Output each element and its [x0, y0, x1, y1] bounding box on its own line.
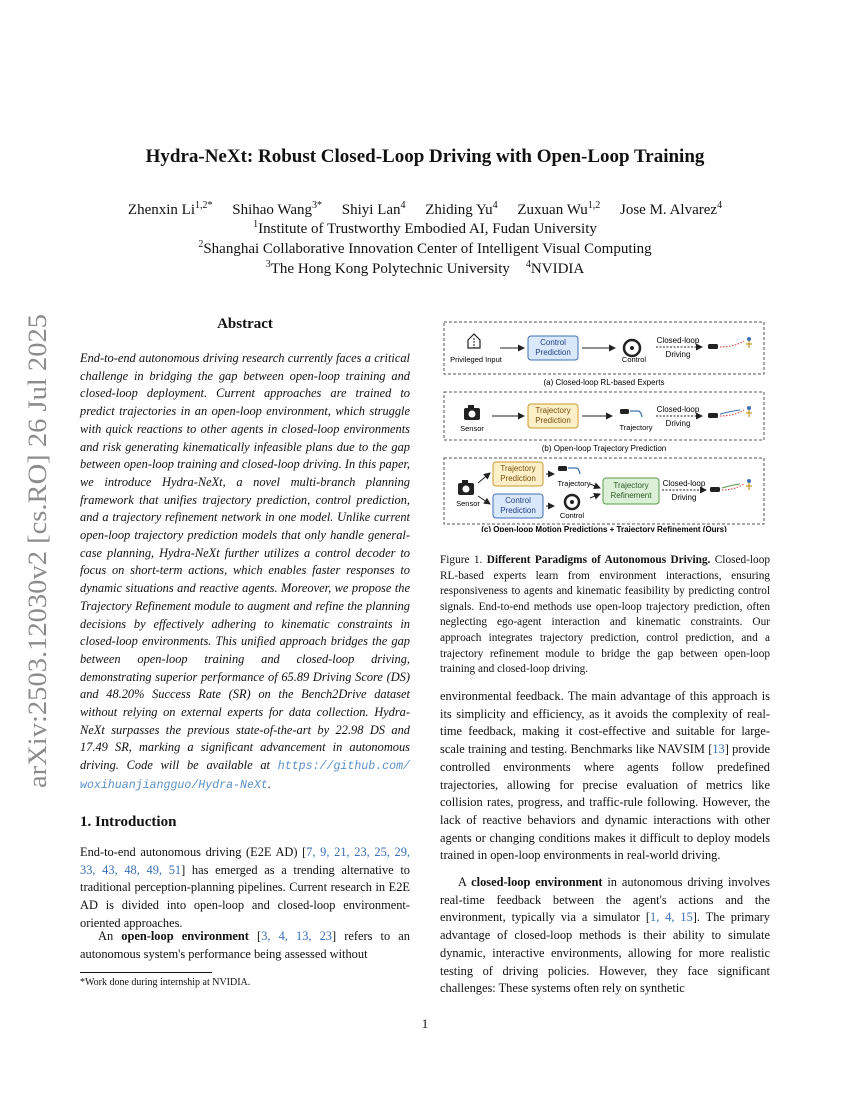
- body-paragraph: [440, 688, 770, 865]
- paper-title: Hydra-NeXt: Robust Closed-Loop Driving with Open-Loop Training: [145, 146, 705, 167]
- affiliation: [0, 219, 850, 239]
- box-label: Prediction: [535, 416, 571, 425]
- abstract-heading: Abstract: [217, 316, 273, 332]
- affiliation: [0, 259, 850, 279]
- car-icon: [708, 344, 718, 349]
- author-name: Jose M. Alvarez: [620, 202, 718, 218]
- citation-link[interactable]: 1, 4, 15: [650, 910, 693, 925]
- closed-loop-label: Closed-loop: [656, 405, 700, 414]
- figure-1: [440, 318, 770, 532]
- author: [517, 202, 600, 218]
- input-label: Privileged Input: [450, 355, 502, 364]
- citation-link[interactable]: 7, 9, 21, 23, 25, 29, 33, 43, 48, 49, 51: [80, 845, 410, 877]
- author-sup: 4: [717, 200, 723, 211]
- caption-prefix: Figure 1.: [440, 554, 487, 566]
- bold-term: closed-loop environment: [471, 875, 603, 889]
- abstract-end: .: [267, 776, 271, 791]
- car-icon: [708, 413, 718, 418]
- affiliation-sup: 4: [525, 259, 531, 270]
- affiliation-text: Shanghai Collaborative Innovation Center of Intelligent Visual Computing: [203, 241, 652, 257]
- trajectory-line: [630, 411, 642, 417]
- trajectory-label: Trajectory: [619, 423, 653, 432]
- panel-c: [444, 458, 764, 532]
- closed-loop-label: Closed-loop: [656, 336, 700, 345]
- author-sup: 1,2*: [195, 200, 213, 211]
- author: [620, 202, 722, 218]
- author-sup: 4: [492, 200, 498, 211]
- author-name: Shihao Wang: [232, 202, 313, 218]
- text: End-to-end autonomous driving (E2E AD) [: [80, 845, 307, 859]
- box-label: Control: [505, 496, 531, 505]
- panel-label: (b) Open-loop Trajectory Prediction: [541, 444, 667, 453]
- citation-link[interactable]: 13: [712, 742, 725, 757]
- author-sup: 4: [400, 200, 406, 211]
- caption-title: Different Paradigms of Autonomous Driving.: [486, 554, 711, 566]
- steering-wheel-icon: [565, 495, 579, 509]
- code-link[interactable]: https://github.com/ woxihuanjiangguo/Hydra-NeXt: [80, 760, 410, 792]
- box-label: Trajectory: [613, 481, 649, 490]
- author: [128, 202, 213, 218]
- pedestrian-icon: [746, 337, 752, 348]
- panel-a: [444, 322, 764, 387]
- footnote: *Work done during internship at NVIDIA.: [80, 977, 251, 988]
- steering-wheel-icon: [624, 340, 640, 356]
- panel-label: (a) Closed-loop RL-based Experts: [543, 378, 665, 387]
- trajectory-label: Trajectory: [557, 479, 591, 488]
- caption-text: Closed-loop RL-based experts learn from environment interactions, ensuring responsiveness to agents and kinematic feasibility by predicting control signals. End-to-end methods use open-loop trajectory prediction, often neglecting ego-agent interaction and kinematic constraints. Our approach integrates trajectory prediction, control prediction, and a trajectory refinement module to bridge the gap between open-loop training and closed-loop driving.: [440, 554, 770, 676]
- box-label: Trajectory: [535, 406, 571, 415]
- author: [342, 202, 406, 218]
- driving-label: Driving: [665, 419, 691, 428]
- box-label: Control: [540, 338, 566, 347]
- driving-label: Driving: [665, 350, 691, 359]
- affiliation-text: Institute of Trustworthy Embodied AI, Fudan University: [258, 221, 597, 237]
- closed-loop-label: Closed-loop: [662, 479, 706, 488]
- text: [: [248, 929, 262, 943]
- panel-label: (c) Open-loop Motion Predictions + Trajectory Refinement (Ours): [481, 525, 727, 532]
- text: ] refers to an autonomous system's performance being assessed without: [80, 929, 410, 961]
- author-list: [0, 200, 850, 220]
- box-label: Prediction: [500, 474, 536, 483]
- text: A: [458, 875, 472, 889]
- page-number: 1: [421, 1016, 429, 1031]
- affiliation: [0, 239, 850, 259]
- text: in autonomous driving involves real-time feedback between the agent's actions and the environment, typically via a simulator [: [440, 875, 770, 925]
- body-paragraph: [440, 874, 770, 998]
- text: environmental feedback. The main advantage of this approach is its simplicity and efficiency, as it avoids the complexity of real-time feedback, making it cost-effective and suitable for large-scale training and testing. Benchmarks like NAVSIM [: [440, 689, 770, 757]
- author: [232, 202, 322, 218]
- text: An: [98, 929, 122, 943]
- author-name: Shiyi Lan: [341, 202, 401, 218]
- camera-icon: [464, 405, 480, 420]
- author-name: Zhenxin Li: [127, 202, 195, 218]
- trajectory-dots: [720, 341, 744, 347]
- camera-icon: [458, 480, 474, 495]
- author-name: Zhiding Yu: [425, 202, 493, 218]
- driving-label: Driving: [671, 493, 697, 502]
- car-icon: [558, 466, 567, 471]
- trajectory-line: [720, 410, 740, 414]
- affiliation-text: The Hong Kong Polytechnic University: [270, 261, 510, 277]
- car-icon: [620, 409, 629, 414]
- panel-b: [444, 392, 764, 453]
- abstract-text: End-to-end autonomous driving research currently faces a critical challenge in bridging the gap between open-loop training and closed-loop deployment. Current approaches are trained to predict trajectories in an open-loop environment, which struggle with quick reactions to other agents in closed-loop environments and risk generating kinematically infeasible plans due to the gap between open-loop training and closed-loop driving. In this paper, we introduce Hydra-NeXt, a novel multi-branch planning framework that unifies trajectory prediction, control prediction, and a trajectory refinement network in one model. Unlike current open-loop trajectory prediction models that only handle general-case planning, Hydra-NeXt further utilizes a control decoder to focus on short-term actions, which enables faster responses to dynamic situations and reactive agents. Moreover, we propose the Trajectory Refinement module to augment and refine the planning decisions by effectively adhering to kinematic constraints in closed-loop environments. This unified approach bridges the gap between open-loop training and closed-loop driving, demonstrating superior performance of 65.89 Driving Score (DS) and 48.20% Success Rate (SR) on the Bench2Drive dataset without relying on external experts for data collection. Hydra-NeXt surpasses the previous state-of-the-art by 22.98 DS and 17.49 SR, marking a significant advancement in autonomous driving. Code will be available at: [80, 351, 410, 773]
- text: ] has emerged as a trending alternative to traditional perception-planning pipelines. Current research in E2E AD is divided into open-loop and closed-loop environment-oriented approaches.: [80, 862, 411, 930]
- box-label: Refinement: [610, 491, 652, 500]
- arxiv-id: arXiv:2503.12030v2 [cs.RO] 26 Jul 2025: [23, 356, 52, 788]
- pedestrian-icon: [746, 406, 752, 417]
- affiliation-sup: 1: [253, 219, 259, 230]
- author-sup: 1,2: [587, 200, 601, 211]
- control-label: Control: [559, 511, 585, 520]
- intro-paragraph: [80, 844, 410, 933]
- control-label: Control: [621, 355, 647, 364]
- trajectory-line: [568, 468, 580, 474]
- author: [425, 202, 497, 218]
- figure-caption: [440, 553, 770, 678]
- car-icon: [710, 487, 720, 492]
- citation-link[interactable]: 3, 4, 13, 23: [261, 929, 332, 943]
- author-sup: 3*: [312, 200, 323, 211]
- author-name: Zuxuan Wu: [517, 202, 588, 218]
- box-label: Trajectory: [500, 464, 536, 473]
- text: ] provide controlled environments where agents follow predefined trajectories, allowing for precise evaluation of metrics like collision rates, progress, and traffic-rule following. However, the lack of reactive behaviors and dynamic interactions with other agents or changing conditions makes it difficult to deploy models trained in open-loop environments in real-world driving.: [440, 742, 771, 863]
- box-label: Prediction: [535, 348, 571, 357]
- privileged-input-icon: [468, 334, 480, 348]
- intro-paragraph: [80, 928, 410, 963]
- pedestrian-icon: [746, 479, 752, 490]
- input-label: Sensor: [460, 424, 484, 433]
- bold-term: open-loop environment: [121, 929, 249, 943]
- input-label: Sensor: [456, 499, 480, 508]
- arxiv-stamp: [20, 310, 54, 790]
- footnote-rule: [80, 972, 212, 973]
- affiliation-sup: 2: [198, 239, 204, 250]
- abstract-body: [80, 350, 410, 795]
- affiliation-sup: 3: [265, 259, 271, 270]
- affiliation-text: NVIDIA: [530, 261, 585, 277]
- box-label: Prediction: [500, 506, 536, 515]
- section-heading: 1. Introduction: [80, 814, 177, 830]
- text: ]. The primary advantage of closed-loop methods is their ability to simulate dynamic, interactive environments, allowing for more realistic testing of driving policies. However, they face significant challenges: These systems often rely on synthetic: [440, 910, 771, 996]
